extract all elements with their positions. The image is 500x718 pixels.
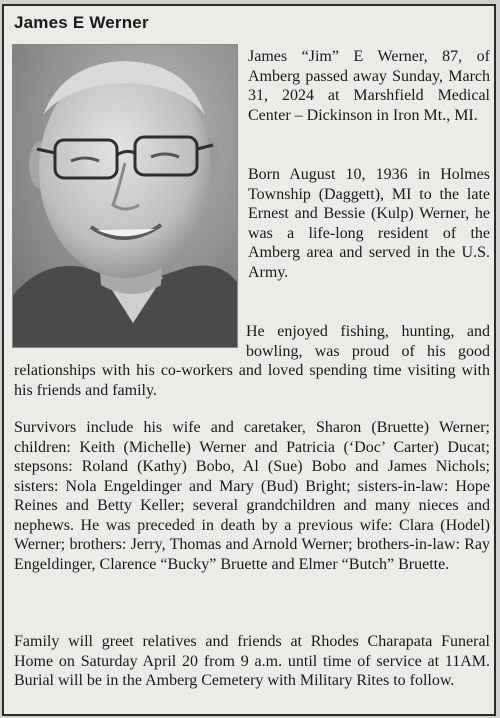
obituary-clipping <box>2 4 496 716</box>
portrait-image <box>13 45 238 348</box>
obituary-paragraph-death: James “Jim” E Werner, 87, of Amberg passed away Sunday, March 31, 2024 at Marshfield Medical Center – Dickinson in Iron Mt., MI. <box>248 48 490 124</box>
obituary-paragraph-hobbies: He enjoyed fishing, hunting, and bowling, was proud of his good relationships with his co-workers and loved spending time visiting with his friends and family. <box>14 323 490 399</box>
obituary-paragraph-survivors: Survivors include his wife and caretaker, Sharon (Bruette) Werner; children: Keith (Michelle) Werner and Patricia (‘Doc’ Carter) Ducat; stepsons: Roland (Kathy) Bobo, Al (Sue) Bobo and James Nichols; sisters: Nola Engeldinger and Mary (Bud) Bright; sisters-in-law: Hope Reines and Betty Keller; several grandchildren and many nieces and nephews. He was preceded in death by a previous wife: Clara (Hodel) Werner; brothers: Jerry, Thomas and Arnold Werner; brothers-in-law: Ray Engeldinger, Clarence “Bucky” Bruette and Elmer “Butch” Bruette. <box>14 419 490 573</box>
obituary-name: James E Werner <box>14 13 149 32</box>
obituary-paragraph-services: Family will greet relatives and friends at Rhodes Charapata Funeral Home on Saturday April 20 from 9 a.m. until time of service at 11AM. Burial will be in the Amberg Cemetery with Military Rites to follow. <box>14 633 490 689</box>
portrait-photo <box>12 44 238 348</box>
obituary-paragraph-hobbies-wrap <box>14 322 490 400</box>
obituary-paragraph-birth: Born August 10, 1936 in Holmes Township (Daggett), MI to the late Ernest and Bessie (Kulp) Werner, he was a life-long resident of the Amberg area and served in the U.S. Army. <box>248 166 490 281</box>
